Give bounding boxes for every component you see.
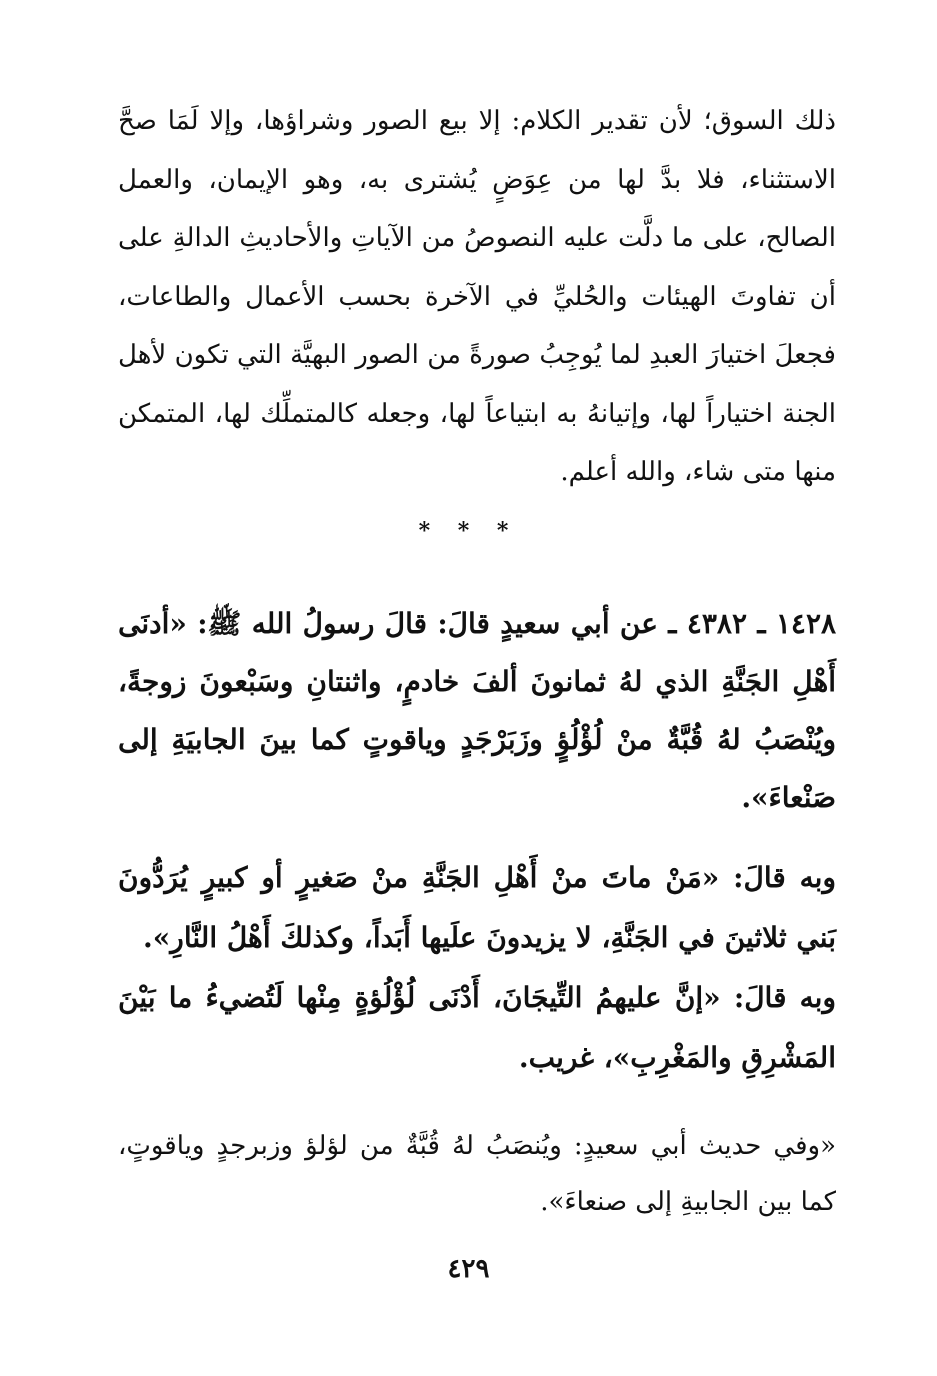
hadith-second: وبه قالَ: «مَنْ ماتَ منْ أَهْلِ الجَنَّةِ منْ صَغيرٍ أو كبيرٍ يُرَدُّونَ بَني ثلاثينَ في الجَنَّةِ، لا يزيدونَ علَيها أَبَداً، وكذلكَ أَهْلُ النَّارِ». <box>118 861 836 954</box>
hadith-note: «وفي حديث أبي سعيدٍ: ويُنصَبُ لهُ قُبَّةٌ من لؤلؤ وزبرجدٍ وياقوتٍ، كما بين الجابيةِ إلى صنعاءَ». <box>118 1131 836 1217</box>
commentary-paragraph: ذلك السوق؛ لأن تقدير الكلام: إلا بيع الصور وشراؤها، وإلا لَمَا صحَّ الاستثناء، فلا بدَّ لها من عِوَضٍ يُشترى به، وهو الإيمان، والعمل الصالح، على ما دلَّت عليه النصوصُ من الآياتِ والأحاديثِ الدالةِ على أن تفاوتَ الهيئات والحُليِّ في الآخرة بحسب الأعمال والطاعات، فجعلَ اختيارَ العبدِ لما يُوجِبُ صورةً من الصور البهيَّة التي تكون لأهل الجنة اختياراً لها، وإتيانهُ به ابتياعاً لها، وجعله كالمتملِّك لها، المتمكن منها متى شاء، والله أعلم. <box>118 106 836 487</box>
section-separator: * * * <box>418 518 519 544</box>
hadith-main: ١٤٢٨ ـ ٤٣٨٢ ـ عن أبي سعيدٍ قالَ: قالَ رسولُ الله ﷺ: «أدنَى أَهْلِ الجَنَّةِ الذي لهُ ثمانونَ ألفَ خادمٍ، واثنتانِ وسَبْعونَ زوجةً، ويُنْصَبُ لهُ قُبَّةٌ منْ لُؤْلُؤٍ وزَبَرْجَدٍ وياقوتٍ كما بينَ الجابيَةِ إلى صَنْعاءَ». <box>118 607 837 814</box>
page-number: ٤٢٩ <box>447 1254 490 1284</box>
hadith-third: وبه قالَ: «إنَّ عليهمُ التِّيجَانَ، أَدْنَى لُؤْلُؤةٍ مِنْها لَتُضيءُ ما بَيْنَ المَشْرِقِ والمَغْرِبِ»، غريب. <box>118 981 836 1074</box>
